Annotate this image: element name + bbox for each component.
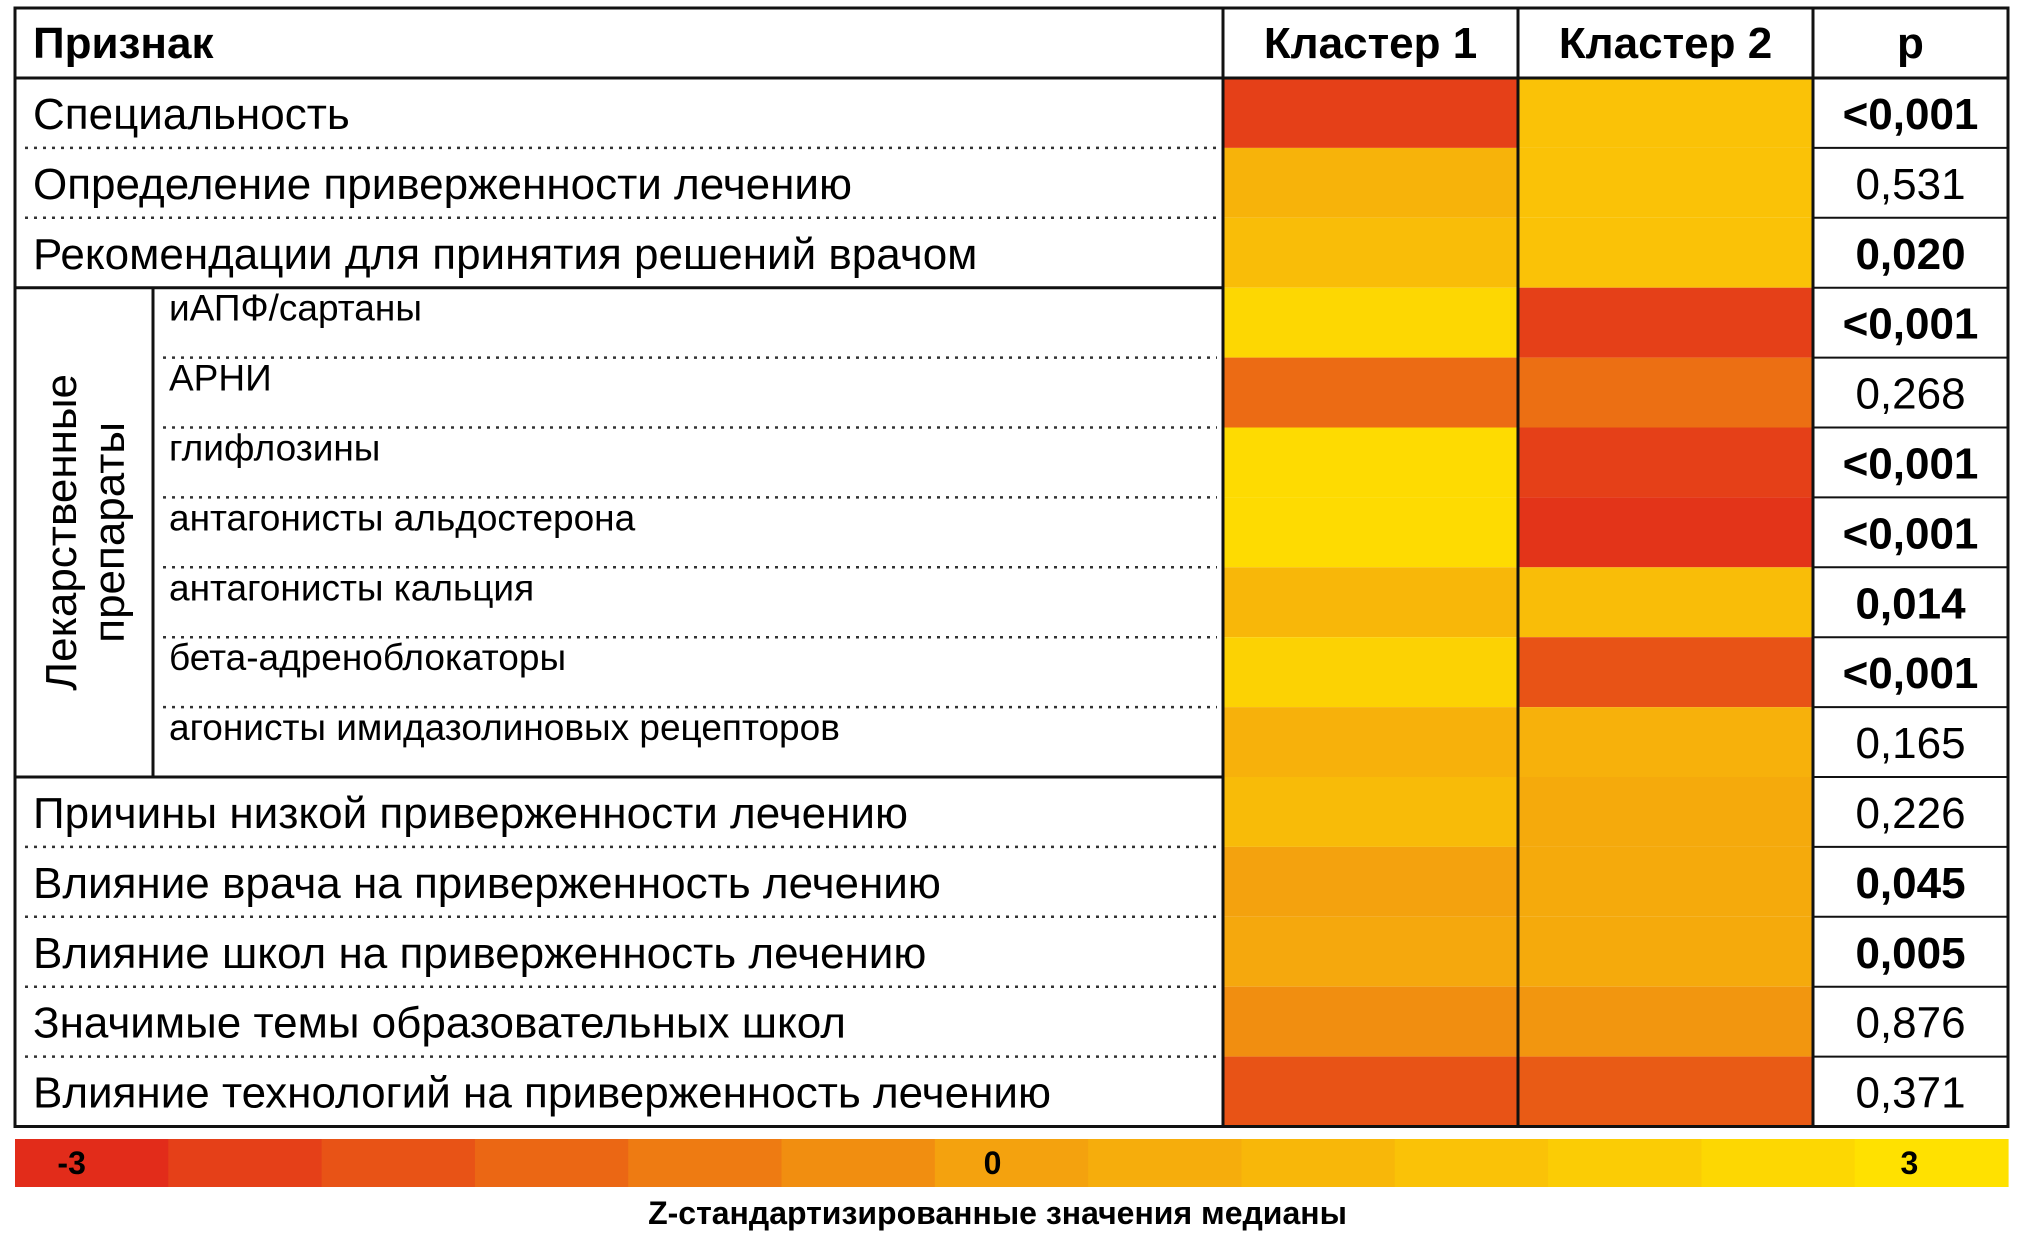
heat-cell-cluster2	[1518, 917, 1813, 987]
row-label: Значимые темы образовательных школ	[33, 998, 846, 1048]
legend-swatch	[1395, 1139, 1549, 1187]
legend-swatch	[782, 1139, 936, 1187]
heat-cell-cluster2	[1518, 987, 1813, 1057]
p-value: <0,001	[1842, 89, 1979, 139]
p-value: 0,268	[1855, 369, 1966, 419]
legend-swatch	[935, 1139, 1089, 1187]
header-p: p	[1897, 19, 1924, 68]
heat-cell-cluster1	[1223, 567, 1518, 637]
p-value: <0,001	[1842, 649, 1979, 699]
heat-cell-cluster1	[1223, 1057, 1518, 1127]
p-value: 0,045	[1855, 858, 1966, 908]
heat-cell-cluster1	[1223, 497, 1518, 567]
row-label: АРНИ	[169, 357, 272, 399]
legend-swatch	[1855, 1139, 2009, 1187]
row-label: Рекомендации для принятия решений врачом	[33, 229, 978, 279]
heat-cell-cluster1	[1223, 917, 1518, 987]
heat-cell-cluster2	[1518, 148, 1813, 218]
p-value: 0,005	[1855, 928, 1966, 978]
legend-swatch	[1241, 1139, 1395, 1187]
p-value: 0,226	[1855, 788, 1966, 838]
legend-swatch	[1701, 1139, 1855, 1187]
heat-cell-cluster1	[1223, 78, 1518, 148]
legend-swatch	[322, 1139, 476, 1187]
heat-cell-cluster2	[1518, 288, 1813, 358]
row-label: агонисты имидазолиновых рецепторов	[169, 707, 840, 749]
heat-cell-cluster2	[1518, 428, 1813, 498]
legend-max-label: 3	[1900, 1145, 1919, 1181]
p-value: <0,001	[1842, 509, 1979, 559]
row-label: Влияние врача на приверженность лечению	[33, 858, 941, 908]
row-label: Специальность	[33, 89, 350, 139]
heat-cell-cluster2	[1518, 358, 1813, 428]
p-value: 0,876	[1855, 998, 1966, 1048]
heat-cell-cluster2	[1518, 777, 1813, 847]
header-cluster1: Кластер 1	[1263, 19, 1478, 68]
heat-cell-cluster2	[1518, 567, 1813, 637]
row-label: иАПФ/сартаны	[169, 287, 422, 329]
row-label: Влияние школ на приверженность лечению	[33, 928, 927, 978]
p-value: 0,020	[1855, 229, 1966, 279]
row-label: Влияние технологий на приверженность лечению	[33, 1068, 1051, 1118]
row-label: Определение приверженности лечению	[33, 159, 853, 209]
legend-caption: Z-стандартизированные значения медианы	[648, 1195, 1347, 1231]
row-label: антагонисты кальция	[169, 567, 535, 609]
legend-swatch	[475, 1139, 629, 1187]
heat-cell-cluster2	[1518, 497, 1813, 567]
heat-cell-cluster2	[1518, 1057, 1813, 1127]
p-value: 0,014	[1855, 579, 1966, 629]
legend-swatch	[1088, 1139, 1242, 1187]
heat-cell-cluster2	[1518, 218, 1813, 288]
group-label: Лекарственныепрепараты	[37, 373, 134, 691]
heat-cell-cluster1	[1223, 148, 1518, 218]
row-label: Причины низкой приверженности лечению	[33, 788, 908, 838]
legend-swatch	[1548, 1139, 1702, 1187]
heat-cell-cluster1	[1223, 218, 1518, 288]
header-feature: Признак	[33, 19, 214, 68]
heat-cell-cluster2	[1518, 78, 1813, 148]
legend-swatch	[15, 1139, 169, 1187]
heat-cell-cluster1	[1223, 428, 1518, 498]
heat-cell-cluster1	[1223, 777, 1518, 847]
p-value: <0,001	[1842, 439, 1979, 489]
p-value: <0,001	[1842, 299, 1979, 349]
header-cluster2: Кластер 2	[1558, 19, 1773, 68]
heat-cell-cluster1	[1223, 637, 1518, 707]
row-label: бета-адреноблокаторы	[169, 637, 567, 679]
legend-mid-label: 0	[983, 1145, 1002, 1181]
heat-cell-cluster1	[1223, 707, 1518, 777]
heat-cell-cluster1	[1223, 987, 1518, 1057]
p-value: 0,165	[1855, 719, 1966, 769]
heat-cell-cluster1	[1223, 288, 1518, 358]
heat-cell-cluster2	[1518, 707, 1813, 777]
p-value: 0,531	[1855, 159, 1966, 209]
heat-cell-cluster2	[1518, 637, 1813, 707]
heat-cell-cluster1	[1223, 358, 1518, 428]
heat-cell-cluster2	[1518, 847, 1813, 917]
row-label: глифлозины	[169, 427, 381, 469]
heat-cell-cluster1	[1223, 847, 1518, 917]
legend-swatch	[168, 1139, 322, 1187]
legend-min-label: -3	[57, 1145, 86, 1181]
legend-swatch	[628, 1139, 782, 1187]
row-label: антагонисты альдостерона	[169, 497, 636, 539]
p-value: 0,371	[1855, 1068, 1966, 1118]
